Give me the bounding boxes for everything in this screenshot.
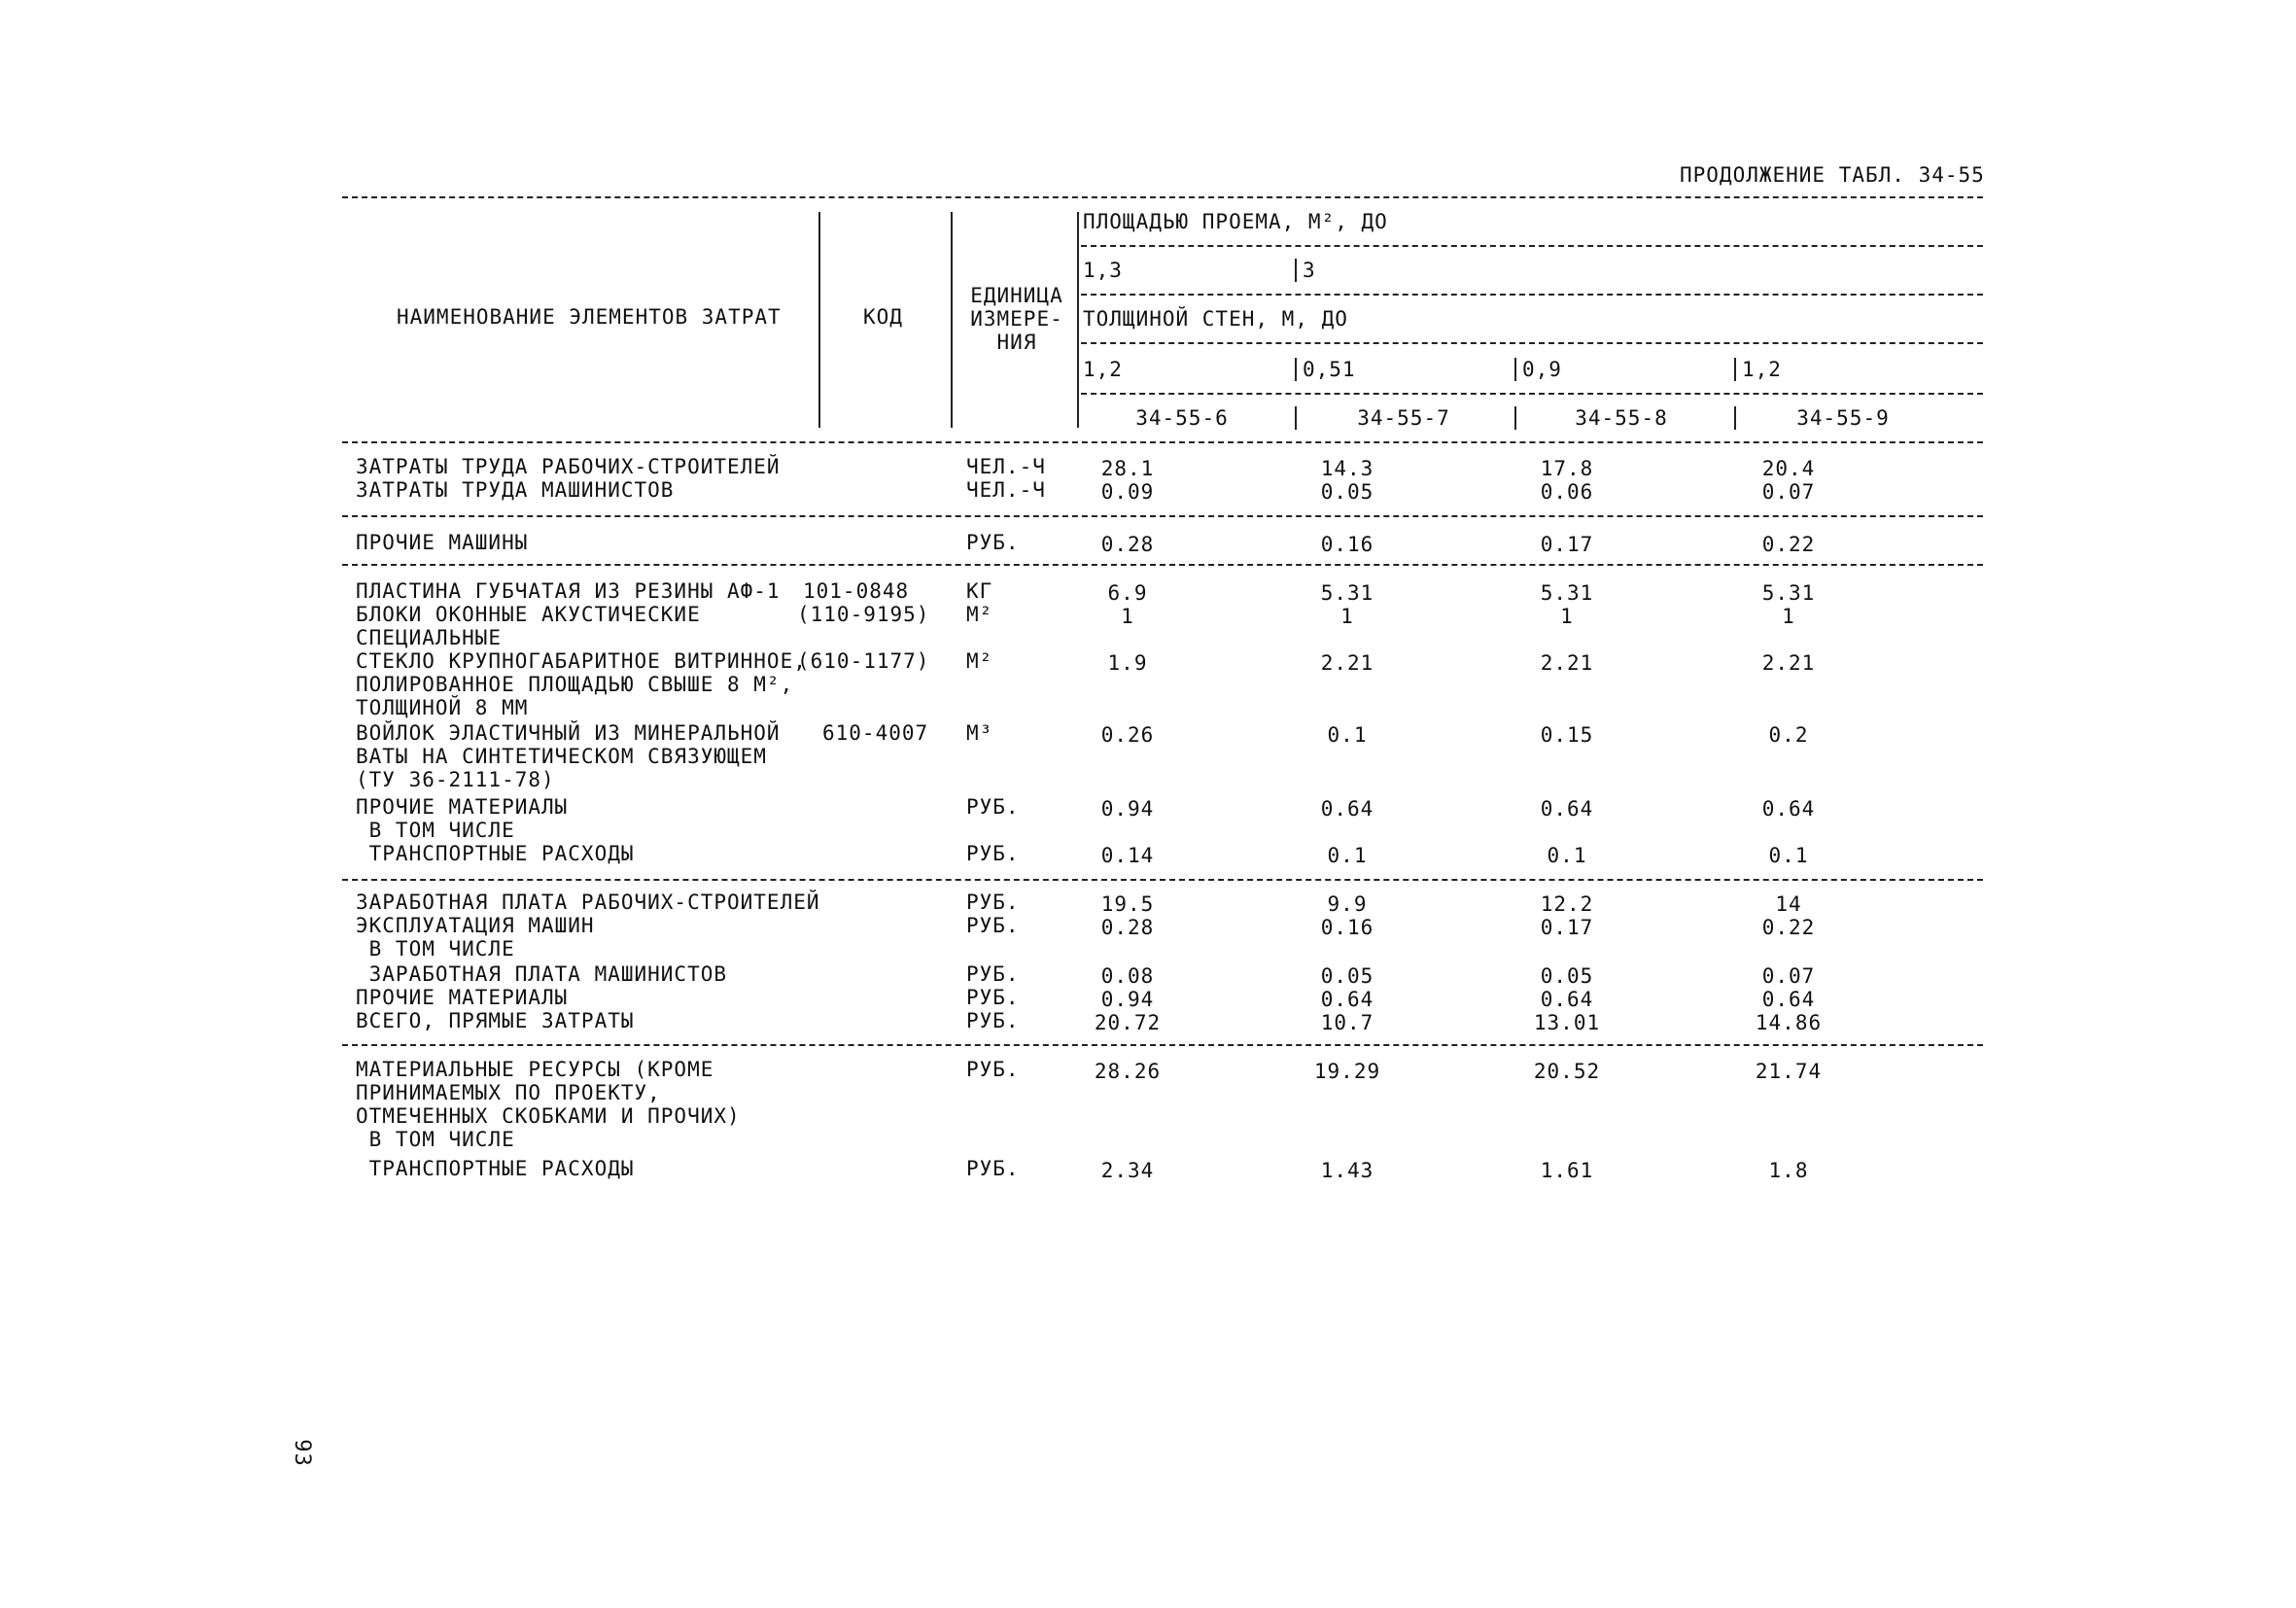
- thickness-value-2: 0,51: [1303, 358, 1356, 381]
- row-name: ПРОЧИЕ МАТЕРИАЛЫ: [356, 986, 569, 1009]
- row-name: ЗАРАБОТНАЯ ПЛАТА РАБОЧИХ-СТРОИТЕЛЕЙ: [356, 891, 820, 914]
- row-value: 0.1: [1768, 844, 1809, 867]
- row-name: В ТОМ ЧИСЛЕ: [356, 1128, 515, 1151]
- row-value: 14: [1775, 892, 1802, 916]
- row-value: 0.94: [1100, 797, 1155, 821]
- header-rule-2: [1081, 294, 1983, 296]
- row-value: 1.9: [1107, 651, 1148, 675]
- row-value: 0.16: [1320, 916, 1374, 939]
- row-value: 21.74: [1755, 1060, 1823, 1083]
- row-value: 1.8: [1768, 1159, 1809, 1182]
- row-name: ПРОЧИЕ МАТЕРИАЛЫ: [356, 795, 569, 819]
- code-column-3: 34-55-8: [1575, 406, 1668, 430]
- row-value: 0.16: [1320, 533, 1374, 556]
- row-value: 1: [1560, 605, 1574, 628]
- page-number: 93: [289, 1439, 314, 1467]
- row-value: 0.08: [1100, 964, 1155, 988]
- row-unit: РУБ.: [966, 842, 1020, 865]
- row-value: 2.21: [1320, 651, 1374, 675]
- row-code: (610-1177): [797, 649, 930, 673]
- header-rule-4: [1081, 393, 1983, 395]
- row-name: В ТОМ ЧИСЛЕ: [356, 819, 515, 842]
- row-value: 0.64: [1540, 797, 1594, 821]
- row-value: 2.21: [1540, 651, 1594, 675]
- row-value: 5.31: [1540, 581, 1594, 605]
- row-value: 19.5: [1100, 892, 1155, 916]
- code-column-4: 34-55-9: [1796, 406, 1890, 430]
- row-value: 0.22: [1761, 533, 1816, 556]
- header-divider-2: [951, 212, 953, 428]
- row-value: 17.8: [1540, 457, 1594, 480]
- row-value: 28.26: [1094, 1060, 1162, 1083]
- row-unit: РУБ.: [966, 1009, 1020, 1032]
- row-name: ВОЙЛОК ЭЛАСТИЧНЫЙ ИЗ МИНЕРАЛЬНОЙ ВАТЫ НА СИНТЕТИЧЕСКОМ СВЯЗУЮЩЕМ (ТУ 36-2111-78): [356, 721, 781, 791]
- header-divider-1: [818, 212, 820, 428]
- thickness-divider-2: [1514, 358, 1516, 381]
- row-unit: ЧЕЛ.-Ч: [966, 478, 1046, 502]
- header-divider-3: [1077, 212, 1079, 428]
- row-value: 0.94: [1100, 988, 1155, 1011]
- area-label: ПЛОЩАДЬЮ ПРОЕМА, М², ДО: [1083, 210, 1388, 233]
- code-column-1: 34-55-6: [1135, 406, 1229, 430]
- row-value: 0.1: [1547, 844, 1587, 867]
- row-name: МАТЕРИАЛЬНЫЕ РЕСУРСЫ (КРОМЕ ПРИНИМАЕМЫХ ПО ПРОЕКТУ, ОТМЕЧЕННЫХ СКОБКАМИ И ПРОЧИХ): [356, 1058, 741, 1128]
- top-rule: [342, 196, 1983, 198]
- row-code: 610-4007: [822, 721, 929, 745]
- row-value: 10.7: [1320, 1011, 1374, 1034]
- row-value: 0.1: [1327, 723, 1368, 747]
- row-unit: РУБ.: [966, 795, 1020, 819]
- row-code: (110-9195): [797, 603, 930, 626]
- row-value: 0.07: [1761, 964, 1816, 988]
- row-value: 19.29: [1313, 1060, 1381, 1083]
- row-value: 0.64: [1761, 797, 1816, 821]
- row-name: ТРАНСПОРТНЫЕ РАСХОДЫ: [356, 1157, 635, 1180]
- area-value-2: 3: [1303, 259, 1316, 282]
- row-value: 0.28: [1100, 916, 1155, 939]
- row-unit: М²: [966, 649, 993, 673]
- row-value: 5.31: [1761, 581, 1816, 605]
- thickness-label: ТОЛЩИНОЙ СТЕН, М, ДО: [1083, 307, 1348, 331]
- row-unit: М²: [966, 603, 993, 626]
- row-value: 1: [1340, 605, 1354, 628]
- row-value: 0.06: [1540, 480, 1594, 504]
- row-code: 101-0848: [803, 579, 910, 603]
- unit-column-header-1: ЕДИНИЦА: [970, 284, 1063, 307]
- row-value: 0.2: [1768, 723, 1809, 747]
- header-rule-1: [1081, 245, 1983, 247]
- thickness-value-1: 1,2: [1083, 358, 1123, 381]
- row-unit: РУБ.: [966, 962, 1020, 986]
- row-value: 20.52: [1533, 1060, 1601, 1083]
- code-divider-3: [1734, 406, 1736, 430]
- row-value: 1: [1121, 605, 1134, 628]
- code-column-header: КОД: [863, 305, 903, 329]
- section-rule: [342, 1044, 1983, 1046]
- row-value: 0.17: [1540, 533, 1594, 556]
- row-name: В ТОМ ЧИСЛЕ: [356, 937, 515, 961]
- row-value: 1.61: [1540, 1159, 1594, 1182]
- row-value: 1.43: [1320, 1159, 1374, 1182]
- row-name: ПЛАСТИНА ГУБЧАТАЯ ИЗ РЕЗИНЫ АФ-1: [356, 579, 781, 603]
- row-value: 9.9: [1327, 892, 1368, 916]
- section-rule: [342, 564, 1983, 566]
- unit-column-header-3: НИЯ: [996, 331, 1037, 354]
- row-value: 0.64: [1320, 988, 1374, 1011]
- row-value: 0.09: [1100, 480, 1155, 504]
- header-rule-3: [1081, 342, 1983, 344]
- row-value: 13.01: [1533, 1011, 1601, 1034]
- thickness-value-3: 0,9: [1522, 358, 1562, 381]
- row-name: ЗАТРАТЫ ТРУДА РАБОЧИХ-СТРОИТЕЛЕЙ: [356, 455, 781, 478]
- row-unit: РУБ.: [966, 1058, 1020, 1081]
- row-unit: РУБ.: [966, 914, 1020, 937]
- row-name: ЗАТРАТЫ ТРУДА МАШИНИСТОВ: [356, 478, 675, 502]
- row-value: 0.1: [1327, 844, 1368, 867]
- thickness-divider-3: [1734, 358, 1736, 381]
- row-unit: РУБ.: [966, 531, 1020, 554]
- row-value: 14.86: [1755, 1011, 1823, 1034]
- row-name: ПРОЧИЕ МАШИНЫ: [356, 531, 529, 554]
- row-value: 6.9: [1107, 581, 1148, 605]
- row-value: 1: [1782, 605, 1795, 628]
- row-name: СТЕКЛО КРУПНОГАБАРИТНОЕ ВИТРИННОЕ, ПОЛИРОВАННОЕ ПЛОЩАДЬЮ СВЫШЕ 8 М², ТОЛЩИНОЙ 8 ММ: [356, 649, 807, 719]
- unit-column-header-2: ИЗМЕРЕ-: [970, 307, 1063, 331]
- row-value: 20.72: [1094, 1011, 1162, 1034]
- row-value: 0.22: [1761, 916, 1816, 939]
- row-value: 0.17: [1540, 916, 1594, 939]
- row-unit: КГ: [966, 579, 993, 603]
- row-value: 0.26: [1100, 723, 1155, 747]
- row-value: 2.21: [1761, 651, 1816, 675]
- row-value: 2.34: [1100, 1159, 1155, 1182]
- row-value: 0.05: [1320, 964, 1374, 988]
- row-unit: РУБ.: [966, 891, 1020, 914]
- row-value: 5.31: [1320, 581, 1374, 605]
- row-value: 0.07: [1761, 480, 1816, 504]
- code-divider-1: [1295, 406, 1297, 430]
- row-value: 20.4: [1761, 457, 1816, 480]
- row-value: 0.28: [1100, 533, 1155, 556]
- row-unit: РУБ.: [966, 1157, 1020, 1180]
- row-name: ВСЕГО, ПРЯМЫЕ ЗАТРАТЫ: [356, 1009, 635, 1032]
- continuation-label: ПРОДОЛЖЕНИЕ ТАБЛ. 34-55: [1680, 163, 1985, 187]
- row-name: ЗАРАБОТНАЯ ПЛАТА МАШИНИСТОВ: [356, 962, 728, 986]
- row-name: ТРАНСПОРТНЫЕ РАСХОДЫ: [356, 842, 635, 865]
- row-name: ЭКСПЛУАТАЦИЯ МАШИН: [356, 914, 595, 937]
- row-unit: ЧЕЛ.-Ч: [966, 455, 1046, 478]
- section-rule: [342, 879, 1983, 881]
- row-unit: РУБ.: [966, 986, 1020, 1009]
- row-value: 14.3: [1320, 457, 1374, 480]
- thickness-divider-1: [1295, 358, 1297, 381]
- row-value: 12.2: [1540, 892, 1594, 916]
- header-bottom-rule: [342, 441, 1983, 443]
- row-value: 28.1: [1100, 457, 1155, 480]
- section-rule: [342, 515, 1983, 517]
- row-value: 0.05: [1540, 964, 1594, 988]
- thickness-value-4: 1,2: [1742, 358, 1782, 381]
- row-value: 0.64: [1540, 988, 1594, 1011]
- row-name: БЛОКИ ОКОННЫЕ АКУСТИЧЕСКИЕ СПЕЦИАЛЬНЫЕ: [356, 603, 701, 649]
- row-value: 0.14: [1100, 844, 1155, 867]
- row-value: 0.64: [1320, 797, 1374, 821]
- area-divider: [1295, 259, 1297, 282]
- row-value: 0.64: [1761, 988, 1816, 1011]
- row-value: 0.05: [1320, 480, 1374, 504]
- row-unit: М³: [966, 721, 993, 745]
- area-value-1: 1,3: [1083, 259, 1123, 282]
- code-divider-2: [1514, 406, 1516, 430]
- name-column-header: НАИМЕНОВАНИЕ ЭЛЕМЕНТОВ ЗАТРАТ: [397, 305, 782, 329]
- row-value: 0.15: [1540, 723, 1594, 747]
- code-column-2: 34-55-7: [1357, 406, 1450, 430]
